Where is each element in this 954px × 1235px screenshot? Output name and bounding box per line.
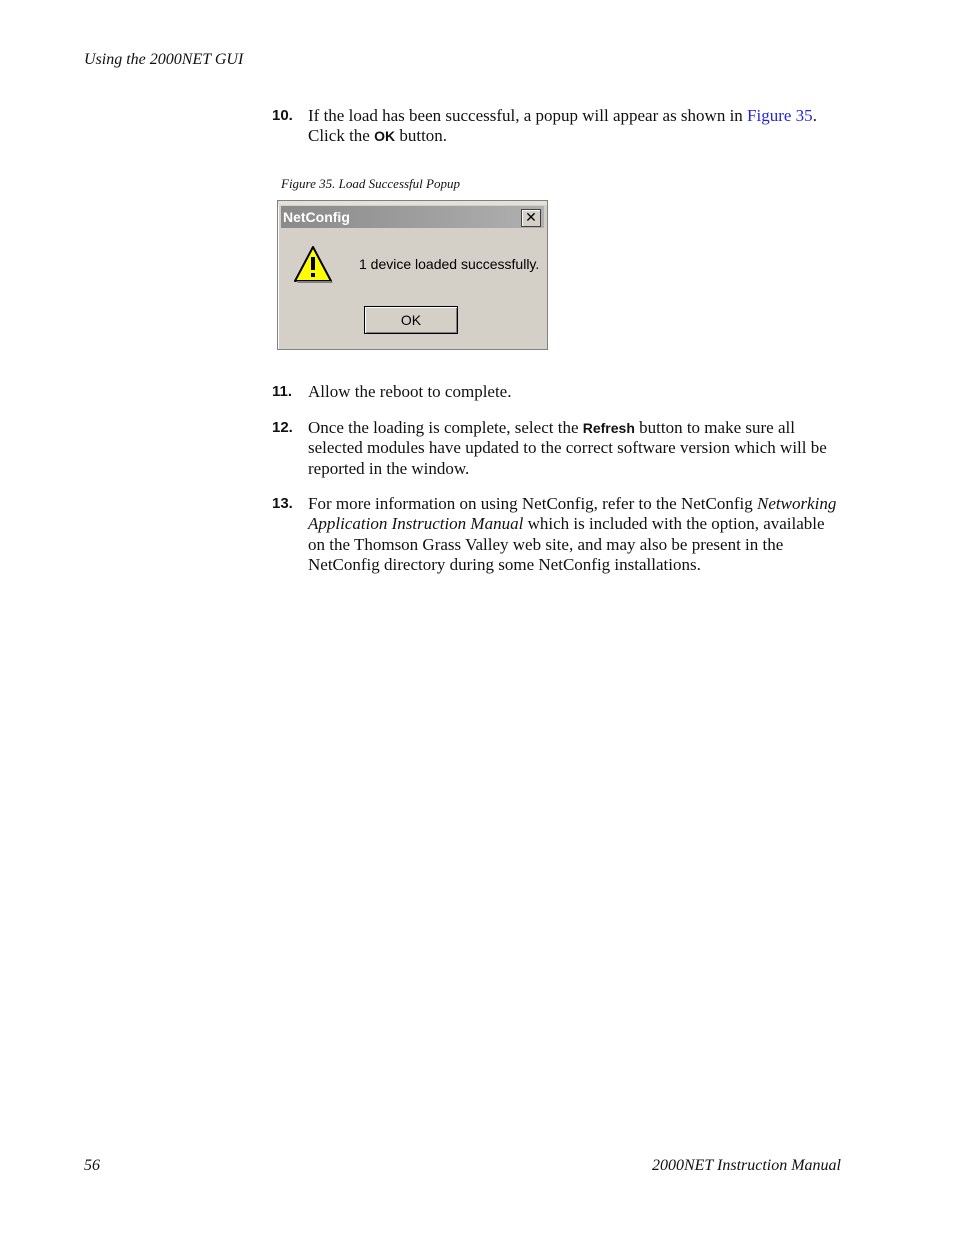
warning-icon [293,244,333,284]
popup-top-strip [278,201,547,205]
figure-link[interactable]: Figure 35 [747,106,813,125]
step-13 [272,494,842,576]
step-number: 10. [272,107,293,124]
page-number: 56 [84,1157,100,1174]
popup-title: NetConfig [283,209,350,225]
ui-term-ok: OK [374,128,396,145]
running-head: Using the 2000NET GUI [84,51,244,68]
step-text: If the load has been successful, a popup will appear as shown in Figure 35. Click the OK button. [308,106,817,146]
manual-title-italic: Networking Application Instruction Manual [308,494,837,534]
close-icon[interactable]: ✕ [521,209,541,227]
ui-term-refresh: Refresh [582,420,635,436]
popup-message: 1 device loaded successfully. [359,256,540,272]
step-number: 13. [272,495,293,512]
figure-caption: Figure 35. Load Successful Popup [281,176,460,191]
step-10 [272,106,842,147]
netconfig-popup-screenshot [277,200,548,350]
step-text: Allow the reboot to complete. [308,382,512,401]
footer-manual-title: 2000NET Instruction Manual [651,1157,841,1174]
step-number: 12. [272,419,293,436]
ok-button[interactable]: OK [364,306,458,334]
step-12 [272,418,842,479]
step-11 [272,382,842,402]
step-text: For more information on using NetConfig, refer to the NetConfig Networking Application Instruction Manual which is included with the option, available on the Thomson Grass Valley web site, and may also be present in the NetConfig directory during some NetConfig installations. [308,494,837,575]
step-text: Once the loading is complete, select the Refresh button to make sure all selected modules have updated to the correct software version which will be reported in the window. [308,418,827,478]
step-number: 11. [272,383,293,400]
popup-title-bar [281,206,544,228]
